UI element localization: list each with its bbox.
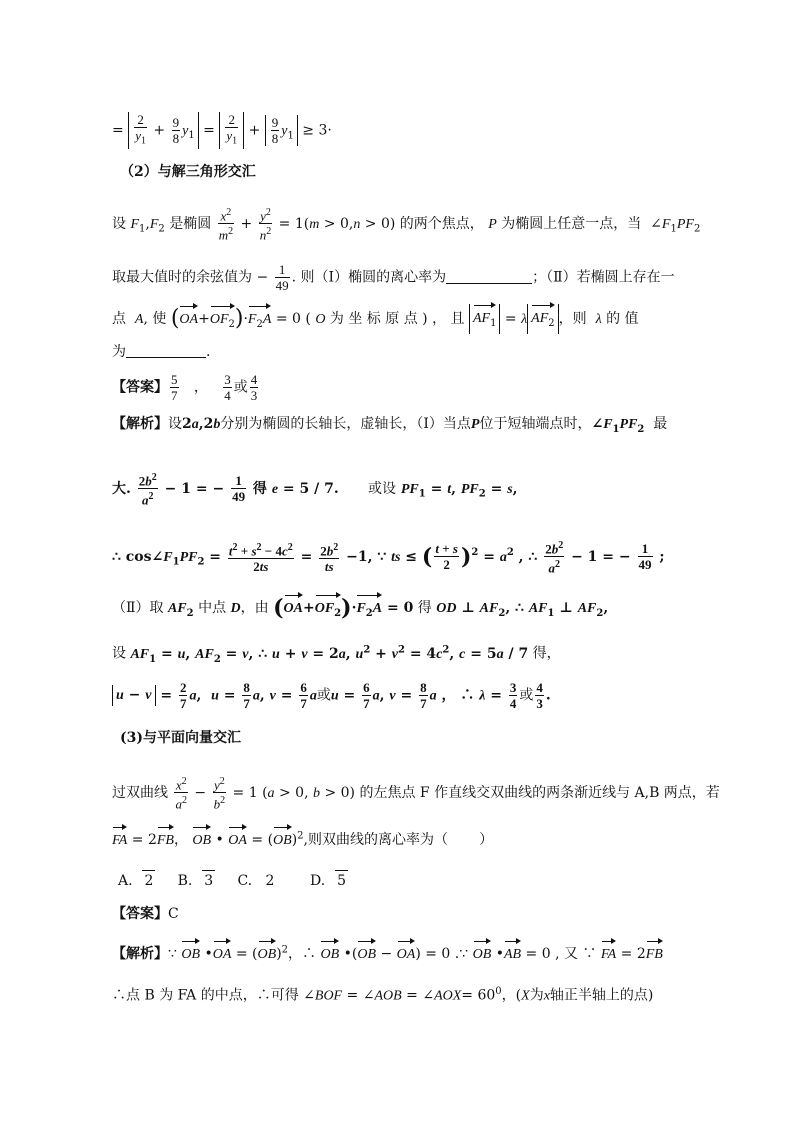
solution-1-line-2: 大. $\frac{2b^2}{a^2}$ − 1 = − $\frac{1}{49}$ 得 e = 5 / 7. 或设 $PF_1 = t$, $PF_2 = s$, — [112, 472, 518, 508]
question-2-line-b: FA = 2FB， OB • OA = (OB)$^2$,则双曲线的离心率为（ ） — [112, 826, 493, 851]
question-1-line-b: 取最大值时的余弦值为 − $\frac{1}{49}$ . 则（Ⅰ）椭圆的离心率为 ；（Ⅱ）若椭圆上存在一 — [112, 262, 675, 293]
solution-1-line-4: （Ⅱ）取 $AF_2$ 中点 D，由 $(OA+OF_2)\cdot F_2A = 0$ 得 OD ⊥ $AF_2$, ∴ $AF_1$ ⊥ $AF_2$, — [112, 594, 608, 624]
section-heading-3: (3)与平面向量交汇 — [120, 730, 241, 746]
question-2-line-a: 过双曲线 $\frac{x^2}{a^2}$ − $\frac{y^2}{b^2}$ = 1 (a > 0, b > 0) 的左焦点 F 作直线交双曲线的两条渐近线与 A,B 两点，若 — [112, 776, 720, 812]
answer-options: A. 2 B. 3 C. 2 D. 5 — [118, 870, 348, 891]
solution-2-line-1: 【解析】∵ OB •OA = (OB)$^2$，∴ OB •(OB − OA) = 0 .∵ OB •AB = 0 , 又 ∵ FA = 2FB — [112, 940, 663, 965]
solution-1-line-5: 设 $AF_1 = u$, $AF_2 = v$, ∴ u + v = 2a, $u^2 + v^2 = 4c^2$, c = 5a / 7 得， — [112, 644, 561, 665]
solution-1-line-6: u − v = $\frac{2}{7}$ a, u = $\frac{8}{7}$ a, v = $\frac{6}{7}$ a或u = $\frac{6}{7}$ a, v = $\frac{8}{7}$ a ， ∴ λ = $\frac{3}{4}$ 或 $\frac{4}{3}$ . — [112, 680, 551, 711]
solution-1-line-3: ∴ $\cos\angle F_1PF_2$ = $\frac{t^2 + s^2 - 4c^2}{2ts}$ = $\frac{2b^2}{ts}$ −1, ∵ ts ≤ ( $\frac{t + s}{2}$ )$^2 = a^2$ , ∴ $\frac{2b^2}{a^2}$ − 1 = − $\frac{1}{49}$ ; — [112, 540, 665, 576]
solution-2-line-2: ∴点 B 为 FA 的中点，∴可得 ∠BOF = ∠AOB = ∠AOX= $60^0$，(X为x轴正半轴上的点) — [112, 986, 654, 1004]
solution-1-line-1: 【解析】设2a,2b分别为椭圆的长轴长，虚轴长，（Ⅰ）当点P位于短轴端点时，$\angle F_1PF_2$ 最 — [112, 416, 668, 435]
question-1-line-a: 设 $F_1,F_2$ 是椭圆 $\frac{x^2}{m^2}$ + $\frac{y^2}{n^2}$ = 1(m > 0,n > 0) 的两个焦点， P 为椭圆上任意一点，当 $\angle F_1PF_2$ — [112, 207, 701, 243]
question-1-line-d: 为 . — [112, 344, 211, 360]
formula-line-1: = $\frac{2}{y_1}$ + $\frac{9}{8}$ $y_1$ = $\frac{2}{y_1}$ + $\frac{9}{8}$ $y_1 \ge 3\cdot$ — [112, 112, 332, 147]
answer-2: 【答案】C — [112, 906, 179, 922]
question-1-line-c: 点 A, 使 $(OA+OF_2)\cdot F_2A = 0$ ( O 为 坐 标 原 点 ) ， 且 $AF_1 = \lambda$ $AF_2$ ，则 λ 的 值 — [112, 304, 639, 335]
section-heading-2: （2）与解三角形交汇 — [120, 164, 256, 180]
answer-1: 【答案】 $\frac{5}{7}$ ， $\frac{3}{4}$ 或 $\frac{4}{3}$ — [112, 372, 258, 403]
